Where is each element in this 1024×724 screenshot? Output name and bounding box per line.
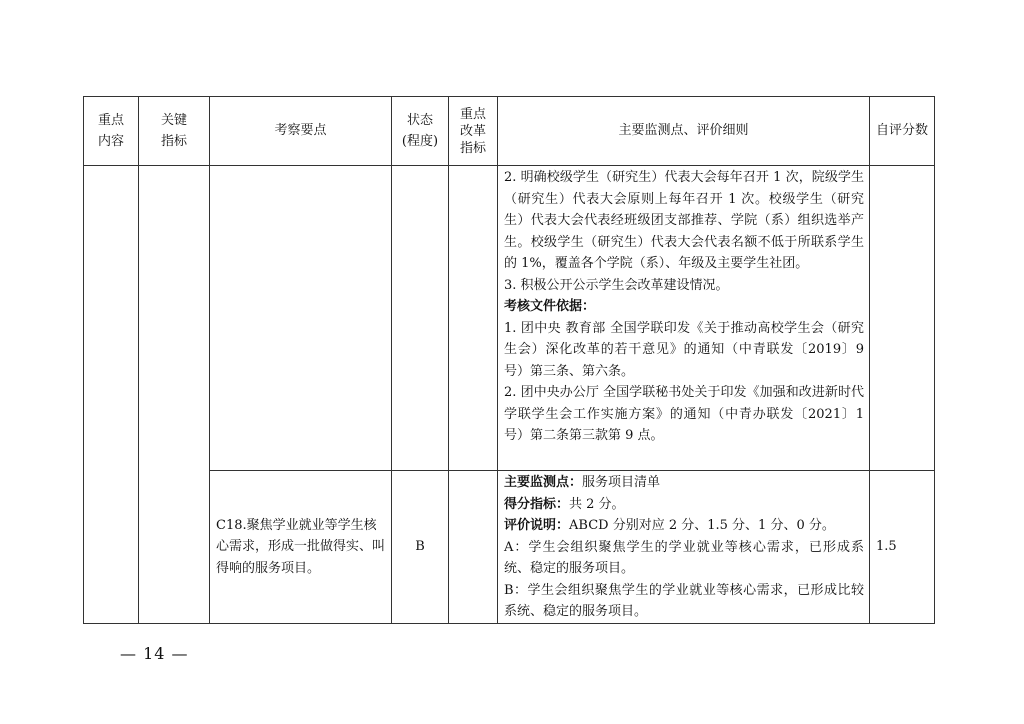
details-cell [498, 471, 870, 624]
header-status: 状态 (程度) [392, 97, 449, 166]
basis-label: 考核文件依据： [504, 299, 596, 314]
header-indicator: 关键 指标 [139, 97, 210, 166]
header-details: 主要监测点、评价细则 [498, 97, 870, 166]
monitor-label: 主要监测点： [504, 475, 583, 490]
indicator-cell [139, 166, 210, 624]
score-value: 1.5 [870, 471, 935, 624]
header-content: 重点 内容 [84, 97, 139, 166]
option-a: A：学生会组织聚焦学生的学业就业等核心需求，已形成系统、稳定的服务项目。 [504, 539, 864, 576]
details-cell [498, 166, 870, 471]
status-value: B [392, 471, 449, 624]
table-header-row [84, 97, 935, 166]
points-label: 得分指标： [504, 496, 570, 512]
monitor-value: 服务项目清单 [582, 475, 661, 490]
status-cell [392, 166, 449, 471]
basis-line: 1. 团中央 教育部 全国学联印发《关于推动高校学生会（研究生会）深化改革的若干意见》的通知（中青联发〔2019〕9 号）第三条、第六条。 [504, 320, 864, 379]
eval-value: ABCD 分别对应 2 分、1.5 分、1 分、0 分。 [569, 518, 835, 533]
eval-label: 评价说明： [504, 518, 570, 533]
header-points: 考察要点 [210, 97, 392, 166]
score-cell [870, 166, 935, 471]
detail-line: 3. 积极公开公示学生会改革建设情况。 [504, 277, 729, 293]
reform-cell [449, 471, 498, 624]
table-row [84, 166, 935, 471]
basis-line: 2. 团中央办公厅 全国学联秘书处关于印发《加强和改进新时代学联学生会工作实施方案》的通知（中青办联发〔2021〕1 号）第二条第三款第 9 点。 [504, 385, 864, 443]
detail-line: 2. 明确校级学生（研究生）代表大会每年召开 1 次，院级学生（研究生）代表大会原则上每年召开 1 次。校级学生（研究生）代表大会代表经班级团支部推荐、学院（系）组织选举产生。校级学生（研究生）代表大会代表名额不低于所联系学生的 1%，覆盖各个学院（系）、年级及主要学生社团。 [504, 170, 864, 271]
content-cell [84, 166, 139, 624]
reform-cell [449, 166, 498, 471]
header-score: 自评分数 [870, 97, 935, 166]
key-point-cell: C18.聚焦学业就业等学生核心需求，形成一批做得实、叫得响的服务项目。 [210, 471, 392, 624]
option-b: B：学生会组织聚焦学生的学业就业等核心需求，已形成比较系统、稳定的服务项目。 [504, 582, 864, 619]
table-row [84, 471, 935, 624]
points-cell [210, 166, 392, 471]
header-reform: 重点 改革 指标 [449, 97, 498, 166]
points-value: 共 2 分。 [569, 496, 625, 512]
page-number: — 14 — [120, 644, 189, 663]
evaluation-table [83, 96, 935, 624]
